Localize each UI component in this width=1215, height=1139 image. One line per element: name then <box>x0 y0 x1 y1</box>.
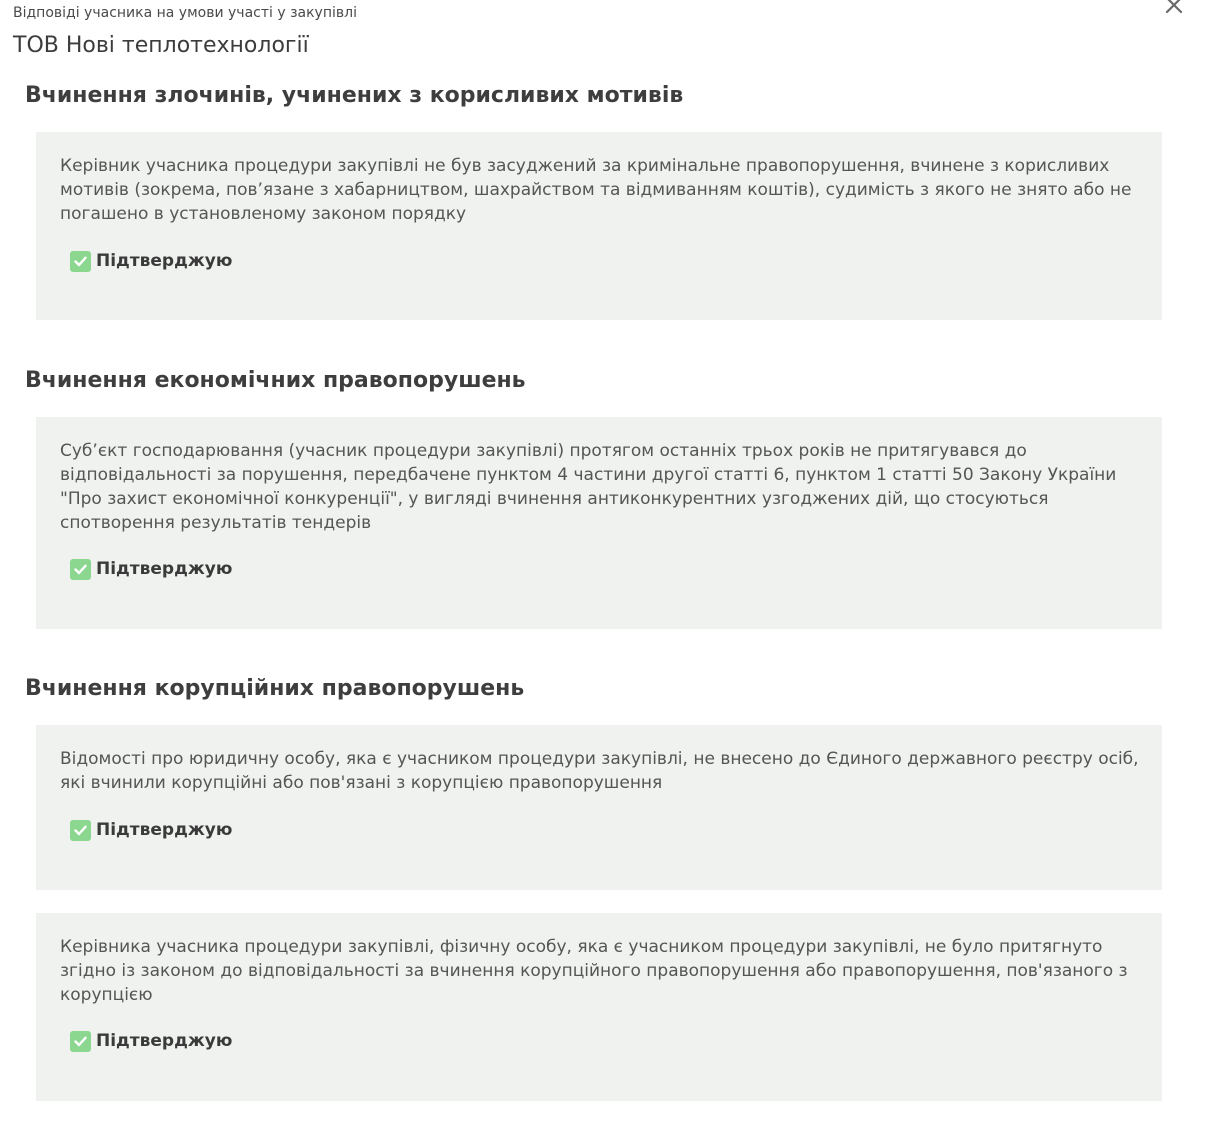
criterion-text: Керівник учасника процедури закупівлі не був засуджений за кримінальне правопорушення, вчинене з корисливих мотивів (зокрема, пов’язане з хабарництвом, шахрайством та відмиванням коштів), судимість з якого не знято або не погашено в установленому законом порядку <box>60 156 1132 224</box>
confirm-checkbox[interactable] <box>70 250 232 272</box>
check-icon <box>70 820 91 841</box>
confirm-label: Підтверджую <box>96 559 233 579</box>
company-name: ТОВ Нові теплотехнології <box>13 33 309 58</box>
check-icon <box>70 559 91 580</box>
modal-subtitle: Відповіді учасника на умови участі у закупівлі <box>13 5 357 21</box>
criterion-card <box>36 132 1162 320</box>
criterion-text: Керівника учасника процедури закупівлі, фізичну особу, яка є учасником процедури закупівлі, не було притягнуто згідно із законом до відповідальності за вчинення корупційного правопорушення або правопорушення, пов'язаного з корупцією <box>60 937 1128 1005</box>
check-icon <box>70 251 91 272</box>
confirm-checkbox[interactable] <box>70 819 232 841</box>
confirm-label: Підтверджую <box>96 251 233 271</box>
confirm-checkbox[interactable] <box>70 1030 232 1052</box>
confirm-label: Підтверджую <box>96 820 233 840</box>
check-icon <box>70 1031 91 1052</box>
confirm-checkbox[interactable] <box>70 558 232 580</box>
criterion-text: Суб’єкт господарювання (учасник процедури закупівлі) протягом останніх трьох років не притягувався до відповідальності за порушення, передбачене пунктом 4 частини другої статті 6, пунктом 1 статті 50 Закону України "Про захист економічної конкуренції", у вигляді вчинення антиконкурентних узгоджених дій, що стосуються спотворення результатів тендерів <box>60 441 1117 533</box>
section-title-selfish-crimes: Вчинення злочинів, учинених з корисливих мотивів <box>25 83 684 108</box>
confirm-label: Підтверджую <box>96 1031 233 1051</box>
close-icon[interactable] <box>1163 0 1185 16</box>
criterion-card <box>36 913 1162 1101</box>
section-title-corruption-offenses: Вчинення корупційних правопорушень <box>25 676 525 701</box>
criterion-text: Відомості про юридичну особу, яка є учасником процедури закупівлі, не внесено до Єдиного державного реєстру осіб, які вчинили корупційні або пов'язані з корупцією правопорушення <box>60 749 1139 793</box>
criterion-card <box>36 417 1162 629</box>
criterion-card <box>36 725 1162 890</box>
section-title-economic-offenses: Вчинення економічних правопорушень <box>25 368 526 393</box>
